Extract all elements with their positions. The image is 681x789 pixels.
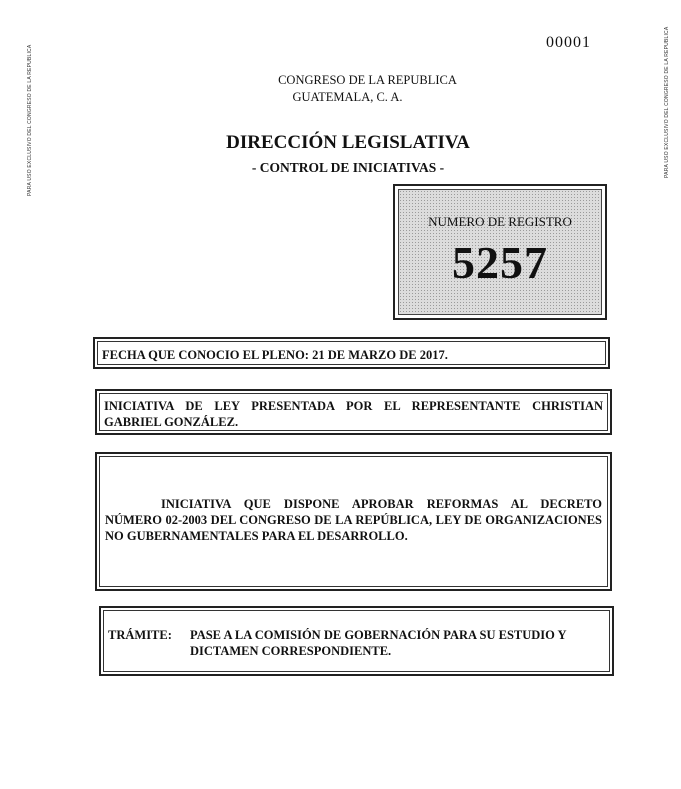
registro-label: NUMERO DE REGISTRO — [428, 214, 572, 229]
page-subtitle: - CONTROL DE INICIATIVAS - — [251, 160, 445, 175]
folio-number: 00001 — [546, 34, 591, 51]
page-title: DIRECCIÓN LEGISLATIVA — [226, 132, 470, 153]
tramite-text: PASE A LA COMISIÓN DE GOBERNACIÓN PARA SU ESTUDIO Y DICTAMEN CORRESPONDIENTE. — [190, 628, 567, 658]
tramite-box — [99, 606, 614, 676]
header-congreso: CONGRESO DE LA REPUBLICA — [278, 73, 457, 87]
iniciativa-text: INICIATIVA DE LEY PRESENTADA POR EL REPRESENTANTE CHRISTIAN GABRIEL GONZÁLEZ. — [99, 393, 608, 431]
descripcion-box — [95, 452, 612, 591]
fecha-box — [93, 337, 610, 369]
tramite-label: TRÁMITE: — [108, 628, 172, 642]
iniciativa-box — [95, 389, 612, 435]
registro-number: 5257 — [452, 237, 548, 288]
fecha-text: FECHA QUE CONOCIO EL PLENO: 21 DE MARZO DE 2017. — [97, 341, 606, 365]
registro-box — [393, 184, 607, 320]
tramite-inner — [103, 610, 610, 672]
descripcion-text: INICIATIVA QUE DISPONE APROBAR REFORMAS AL DECRETO NÚMERO 02-2003 DEL CONGRESO DE LA REPÚBLICA, LEY DE ORGANIZACIONES NO GUBERNAMENTALES PARA EL DESARROLLO. — [99, 456, 608, 587]
side-note-right: PARA USO EXCLUSIVO DEL CONGRESO DE LA REPUBLICA — [664, 26, 670, 178]
side-note-left: PARA USO EXCLUSIVO DEL CONGRESO DE LA REPUBLICA — [27, 44, 33, 196]
registro-box-inner — [398, 189, 602, 315]
header-guatemala: GUATEMALA, C. A. — [292, 90, 403, 104]
